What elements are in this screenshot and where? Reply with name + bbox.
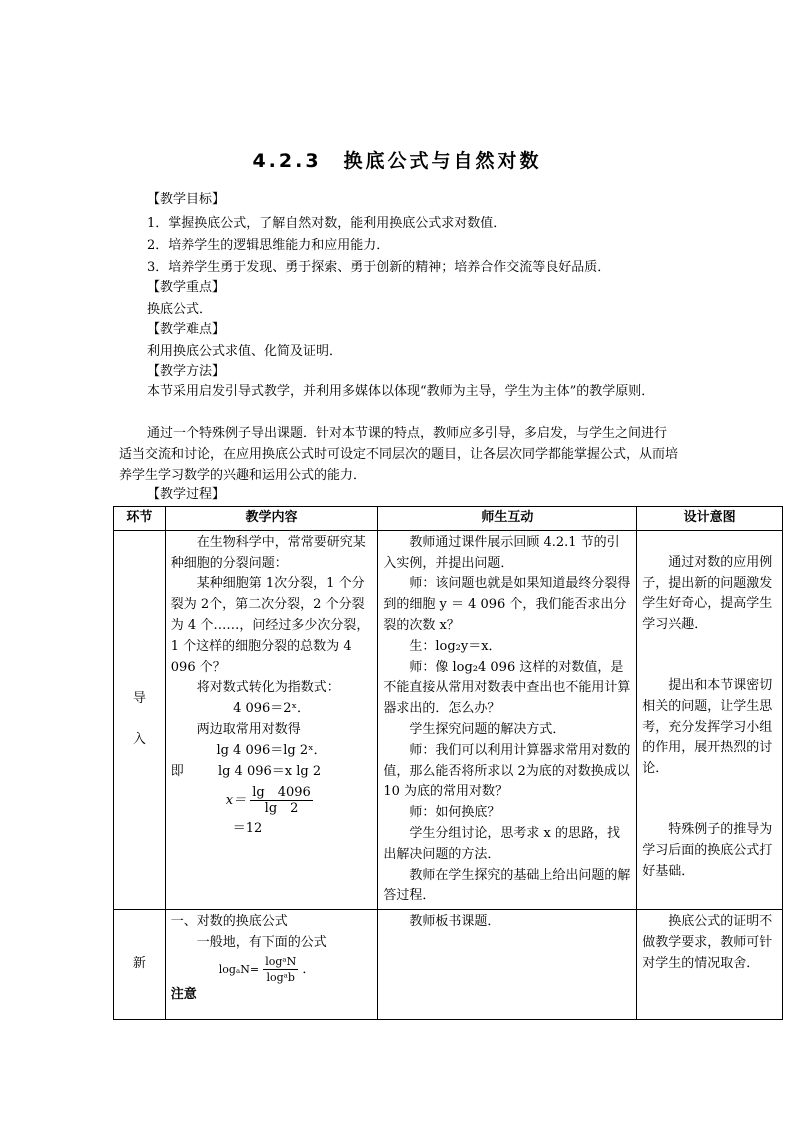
stage-cell-intro bbox=[114, 530, 166, 909]
content-cell-new bbox=[165, 910, 378, 1020]
interaction-cell-new bbox=[378, 910, 637, 1020]
column-header-stage: 环节 bbox=[114, 507, 166, 531]
teaching-process-table bbox=[113, 506, 783, 1020]
fraction-numerator: logᵃN bbox=[265, 954, 297, 968]
content-text: 两边取常用对数得 bbox=[196, 721, 301, 737]
fraction bbox=[250, 785, 313, 816]
method-heading: 【教学方法】 bbox=[147, 364, 226, 379]
change-of-base-formula bbox=[171, 954, 373, 985]
fraction-equation bbox=[171, 785, 373, 816]
column-header-intent: 设计意图 bbox=[637, 507, 783, 531]
content-text: 某种细胞第 1次分裂，1 个分裂为 2个，第二次分裂，2 个分裂为 4 个……，问经过多少次分裂，1 个这样的细胞分裂的总数为 4 096 个？ bbox=[170, 576, 370, 675]
content-cell-intro bbox=[165, 530, 378, 909]
equation: lg 4 096＝x lg 2 bbox=[217, 763, 322, 779]
intent-text: 通过对数的应用例子，提出新的问题激发学生好奇心，提高学生学习兴趣． bbox=[642, 554, 773, 633]
formula-end: ． bbox=[302, 961, 316, 977]
goal-item: 1．掌握换底公式，了解自然对数，能利用换底公式求对数值． bbox=[147, 216, 507, 231]
goal-item: 2．培养学生的逻辑思维能力和应用能力． bbox=[147, 238, 390, 253]
interaction-cell-intro bbox=[378, 530, 637, 909]
equation: lg 4 096＝lg 2ˣ． bbox=[216, 742, 327, 758]
difficulty-heading: 【教学难点】 bbox=[147, 322, 226, 337]
stage-char: 新 bbox=[132, 956, 146, 972]
interaction-text: 教师在学生探究的基础上给出问题的解答过程． bbox=[383, 867, 631, 904]
intent-text: 特殊例子的推导为学习后面的换底公式打好基础． bbox=[642, 821, 773, 879]
interaction-text: 学生分组讨论，思考求 x 的思路，找出解决问题的方法． bbox=[383, 825, 620, 862]
content-text: 一般地，有下面的公式 bbox=[196, 934, 327, 950]
interaction-text: 学生探究问题的解决方式． bbox=[409, 721, 566, 737]
content-text: 在生物科学中，常常要研究某种细胞的分裂问题： bbox=[170, 534, 366, 571]
process-heading: 【教学过程】 bbox=[147, 487, 226, 502]
method-paragraph-2: 通过一个特殊例子导出课题．针对本节课的特点，教师应多引导，多启发，与学生之间进行适当交流和讨论，在应用换底公式时可设定不同层次的题目，让各层次同学都能掌握公式，从而培养学生学习数学的兴趣和运用公式的能力． bbox=[119, 426, 679, 483]
formula-lhs: logₐN= bbox=[218, 962, 260, 976]
interaction-text: 教师板书课题． bbox=[409, 914, 501, 930]
table-row-new bbox=[114, 910, 783, 1020]
goals-heading: 【教学目标】 bbox=[147, 192, 226, 207]
table-row-intro bbox=[114, 530, 783, 909]
difficulty-text: 利用换底公式求值、化简及证明． bbox=[147, 344, 343, 359]
intent-cell-intro bbox=[637, 530, 783, 909]
interaction-text: 生：log₂y＝x． bbox=[409, 638, 502, 654]
goal-item: 3．培养学生勇于发现、勇于探索、勇于创新的精神；培养合作交流等良好品质． bbox=[147, 260, 611, 275]
stage-cell-new bbox=[114, 910, 166, 1020]
equation: ＝12 bbox=[232, 821, 263, 837]
intent-text: 提出和本节课密切相关的问题，让学生思考，充分发挥学习小组的作用，展开热烈的讨论． bbox=[642, 677, 773, 777]
column-header-interaction: 师生互动 bbox=[378, 507, 637, 531]
stage-char: 导 bbox=[132, 690, 146, 706]
equation-prefix: 即 bbox=[170, 763, 184, 779]
section-heading: 一、对数的换底公式 bbox=[170, 914, 288, 930]
equation-lhs: x＝ bbox=[225, 793, 247, 809]
intent-cell-new bbox=[637, 910, 783, 1020]
interaction-text: 师：像 log₂4 096 这样的对数值，是不能直接从常用对数表中查出也不能用计算器求出的．怎么办？ bbox=[383, 659, 631, 717]
stage-char: 入 bbox=[132, 732, 146, 748]
interaction-text: 师：如何换底？ bbox=[409, 805, 501, 821]
equation: 4 096＝2ˣ． bbox=[233, 701, 311, 717]
fraction-denominator: lg 2 bbox=[264, 801, 299, 817]
interaction-text: 师：该问题也就是如果知道最终分裂得到的细胞 y ＝ 4 096 个，我们能否求出分裂的次数 x？ bbox=[383, 576, 631, 633]
page-title: 4.2.3 换底公式与自然对数 bbox=[252, 150, 542, 172]
note-label: 注意 bbox=[170, 986, 197, 1002]
fraction-numerator: lg 4096 bbox=[252, 785, 311, 801]
method-paragraph-1: 本节采用启发引导式教学，并利用多媒体以体现“教师为主导，学生为主体”的教学原则． bbox=[147, 384, 655, 399]
interaction-text: 教师通过课件展示回顾 4.2.1 节的引入实例，并提出问题． bbox=[383, 534, 620, 571]
intent-text: 换底公式的证明不做教学要求，教师可针对学生的情况取舍． bbox=[642, 914, 773, 971]
fraction-denominator: logᵃb bbox=[266, 970, 295, 984]
key-heading: 【教学重点】 bbox=[147, 280, 226, 295]
table-header-row bbox=[114, 507, 783, 531]
fraction bbox=[263, 954, 298, 985]
content-text: 将对数式转化为指数式： bbox=[196, 680, 340, 696]
interaction-text: 师：我们可以利用计算器求常用对数的值，那么能否将所求以 2为底的对数换成以 10 为底的常用对数？ bbox=[383, 742, 631, 800]
column-header-content: 教学内容 bbox=[165, 507, 378, 531]
key-point: 换底公式． bbox=[147, 302, 213, 317]
